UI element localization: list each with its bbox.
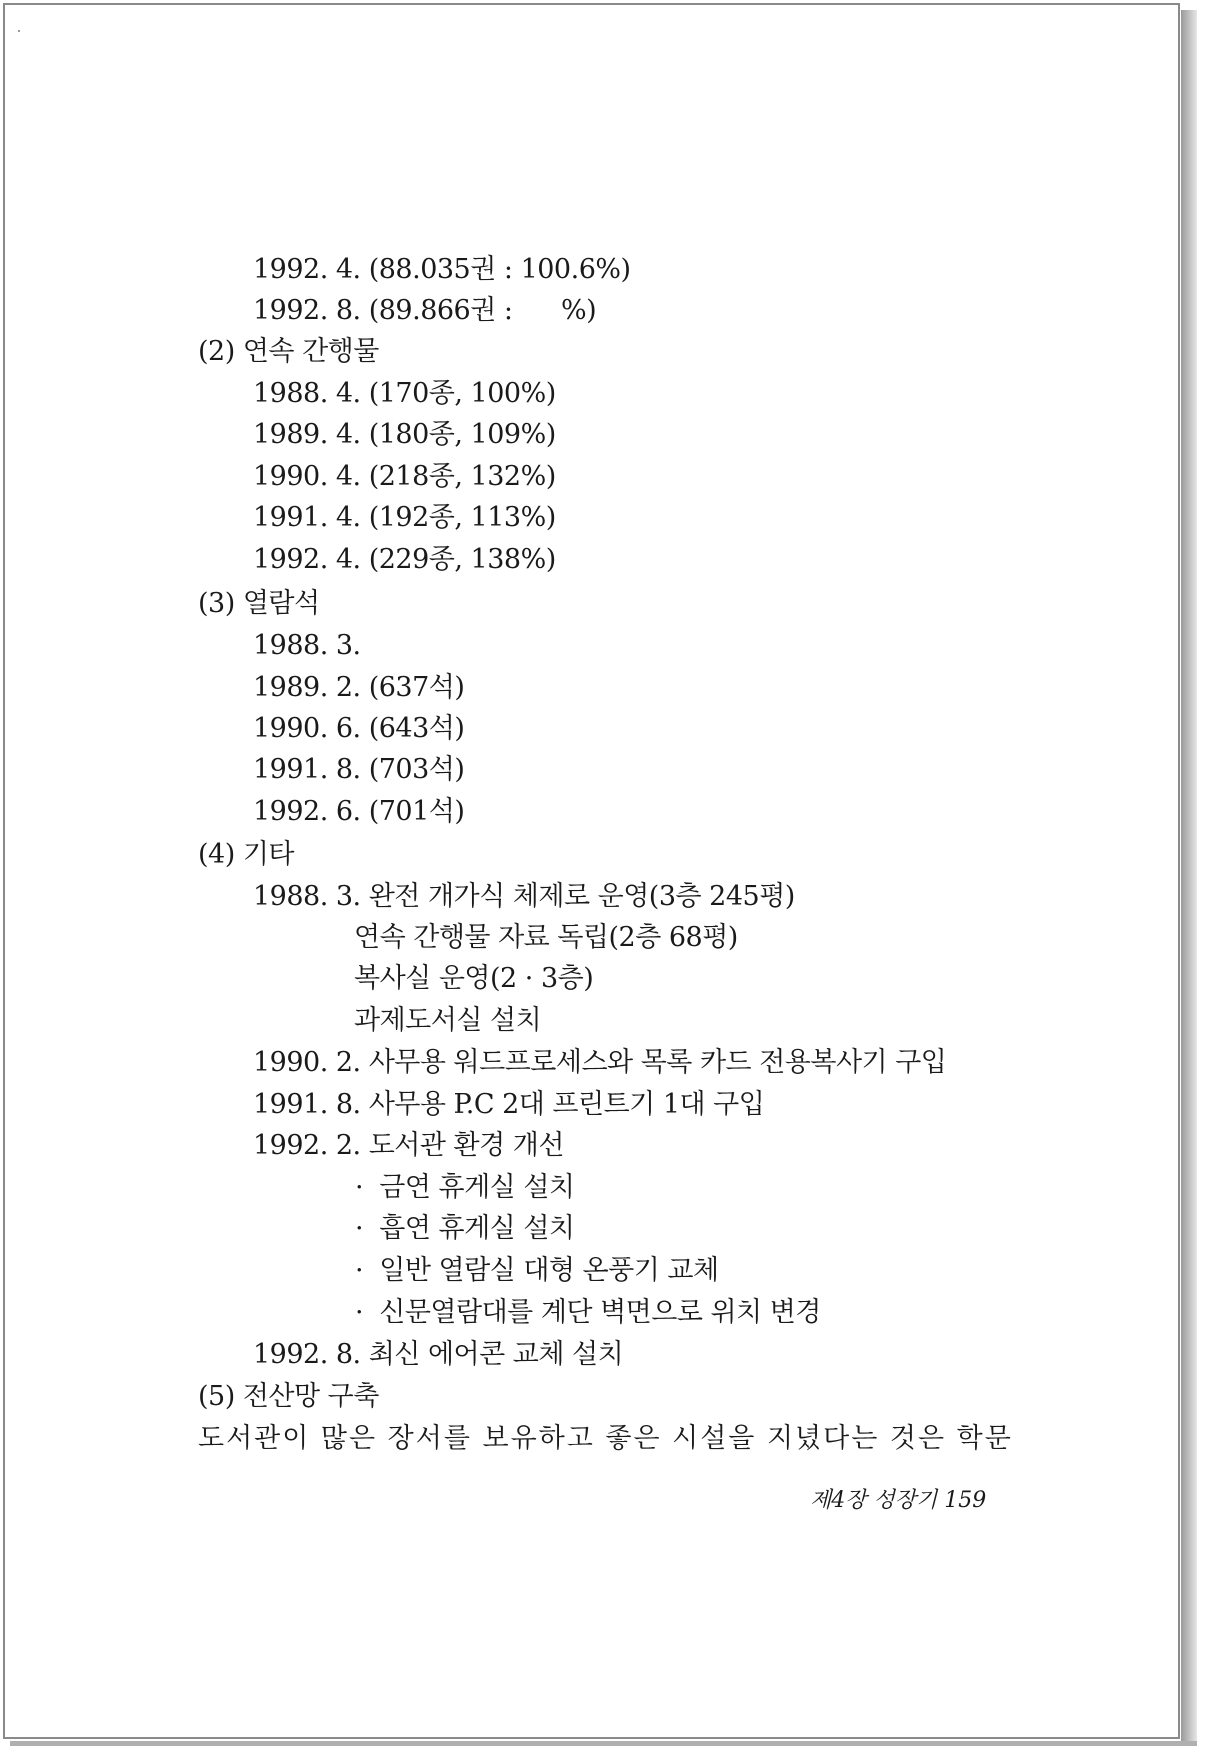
entry-line: 1991. 8. (703석) xyxy=(253,754,465,785)
entry-continuation: 연속 간행물 자료 독립(2층 68평) xyxy=(354,922,738,953)
section-heading: (2) 연속 간행물 xyxy=(198,336,379,367)
entry-line: 1992. 2. 도서관 환경 개선 xyxy=(253,1130,564,1161)
section-heading: (5) 전산망 구축 xyxy=(198,1381,379,1412)
entry-line: 1992. 8. 최신 에어콘 교체 설치 xyxy=(253,1339,624,1370)
page-shadow-bottom xyxy=(10,1741,1197,1746)
entry-line: 1990. 4. (218종, 132%) xyxy=(253,461,556,492)
entry-line: 1988. 3. xyxy=(253,630,361,661)
entry-line: 1991. 4. (192종, 113%) xyxy=(253,502,556,533)
bullet-item: · 금연 휴게실 설치 xyxy=(355,1172,575,1203)
entry-line: 1992. 4. (88.035권 : 100.6%) xyxy=(253,254,631,285)
entry-line: 1991. 8. 사무용 P.C 2대 프린트기 1대 구입 xyxy=(253,1089,765,1120)
entry-line: 1992. 4. (229종, 138%) xyxy=(253,544,556,575)
entry-line: 1992. 8. (89.866권 : %) xyxy=(253,295,597,326)
entry-line: 1990. 6. (643석) xyxy=(253,713,465,744)
entry-line: 1990. 2. 사무용 워드프로세스와 목록 카드 전용복사기 구입 xyxy=(253,1047,947,1078)
page-footer: 제4장 성장기 159 xyxy=(810,1488,987,1513)
entry-line: 1988. 3. 완전 개가식 체제로 운영(3층 245평) xyxy=(253,881,795,912)
section-heading: (3) 열람석 xyxy=(198,588,320,619)
bullet-item: · 신문열람대를 계단 벽면으로 위치 변경 xyxy=(355,1297,821,1328)
bullet-item: · 흡연 휴게실 설치 xyxy=(355,1213,575,1244)
entry-continuation: 과제도서실 설치 xyxy=(354,1005,542,1036)
bullet-item: · 일반 열람실 대형 온풍기 교체 xyxy=(355,1255,719,1286)
entry-line: 1992. 6. (701석) xyxy=(253,796,465,827)
entry-line: 1989. 4. (180종, 109%) xyxy=(253,419,556,450)
page-shadow-right xyxy=(1181,10,1197,1746)
paragraph-line: 도서관이 많은 장서를 보유하고 좋은 시설을 지녔다는 것은 학문 xyxy=(198,1423,1013,1454)
section-heading: (4) 기타 xyxy=(198,839,294,870)
entry-line: 1988. 4. (170종, 100%) xyxy=(253,378,556,409)
entry-line: 1989. 2. (637석) xyxy=(253,672,465,703)
scan-speck xyxy=(18,30,20,32)
entry-continuation: 복사실 운영(2 · 3층) xyxy=(354,963,594,994)
